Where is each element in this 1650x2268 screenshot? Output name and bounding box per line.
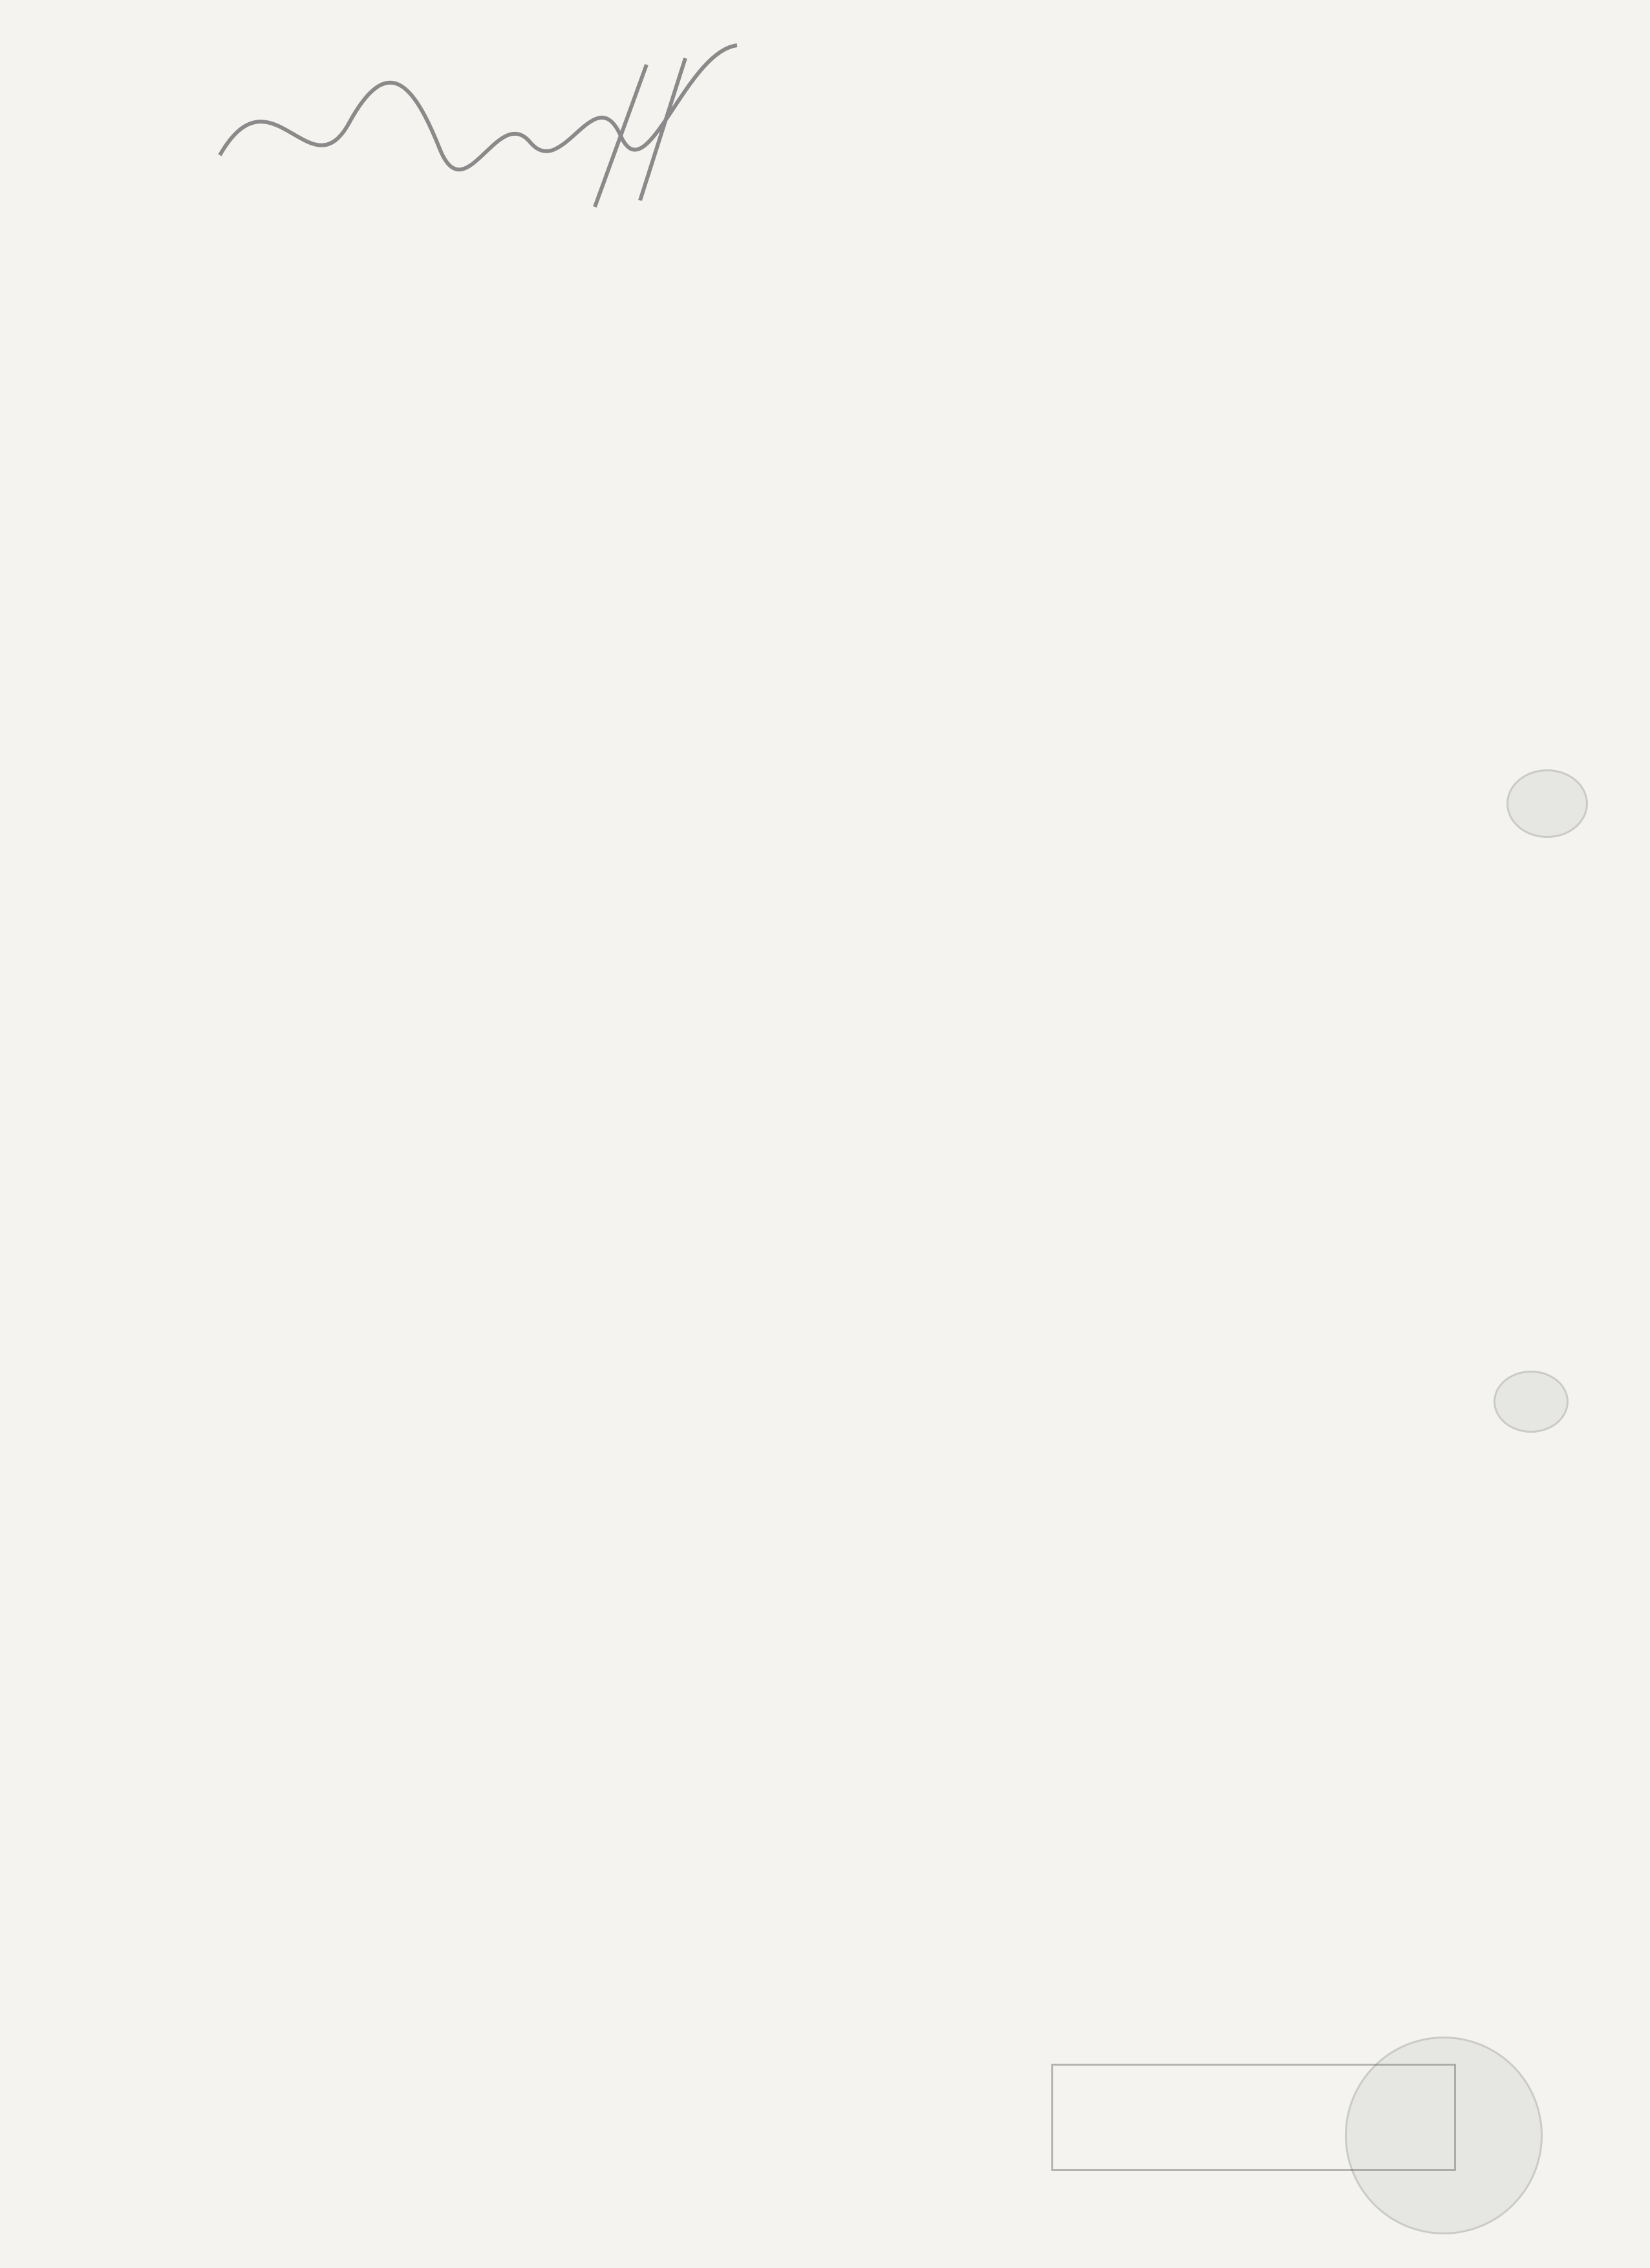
- stamp-mark: [1506, 769, 1588, 838]
- stamp-mark: [1494, 1371, 1569, 1433]
- registration-stamp: [1051, 2064, 1456, 2171]
- handwritten-signature: [194, 26, 776, 220]
